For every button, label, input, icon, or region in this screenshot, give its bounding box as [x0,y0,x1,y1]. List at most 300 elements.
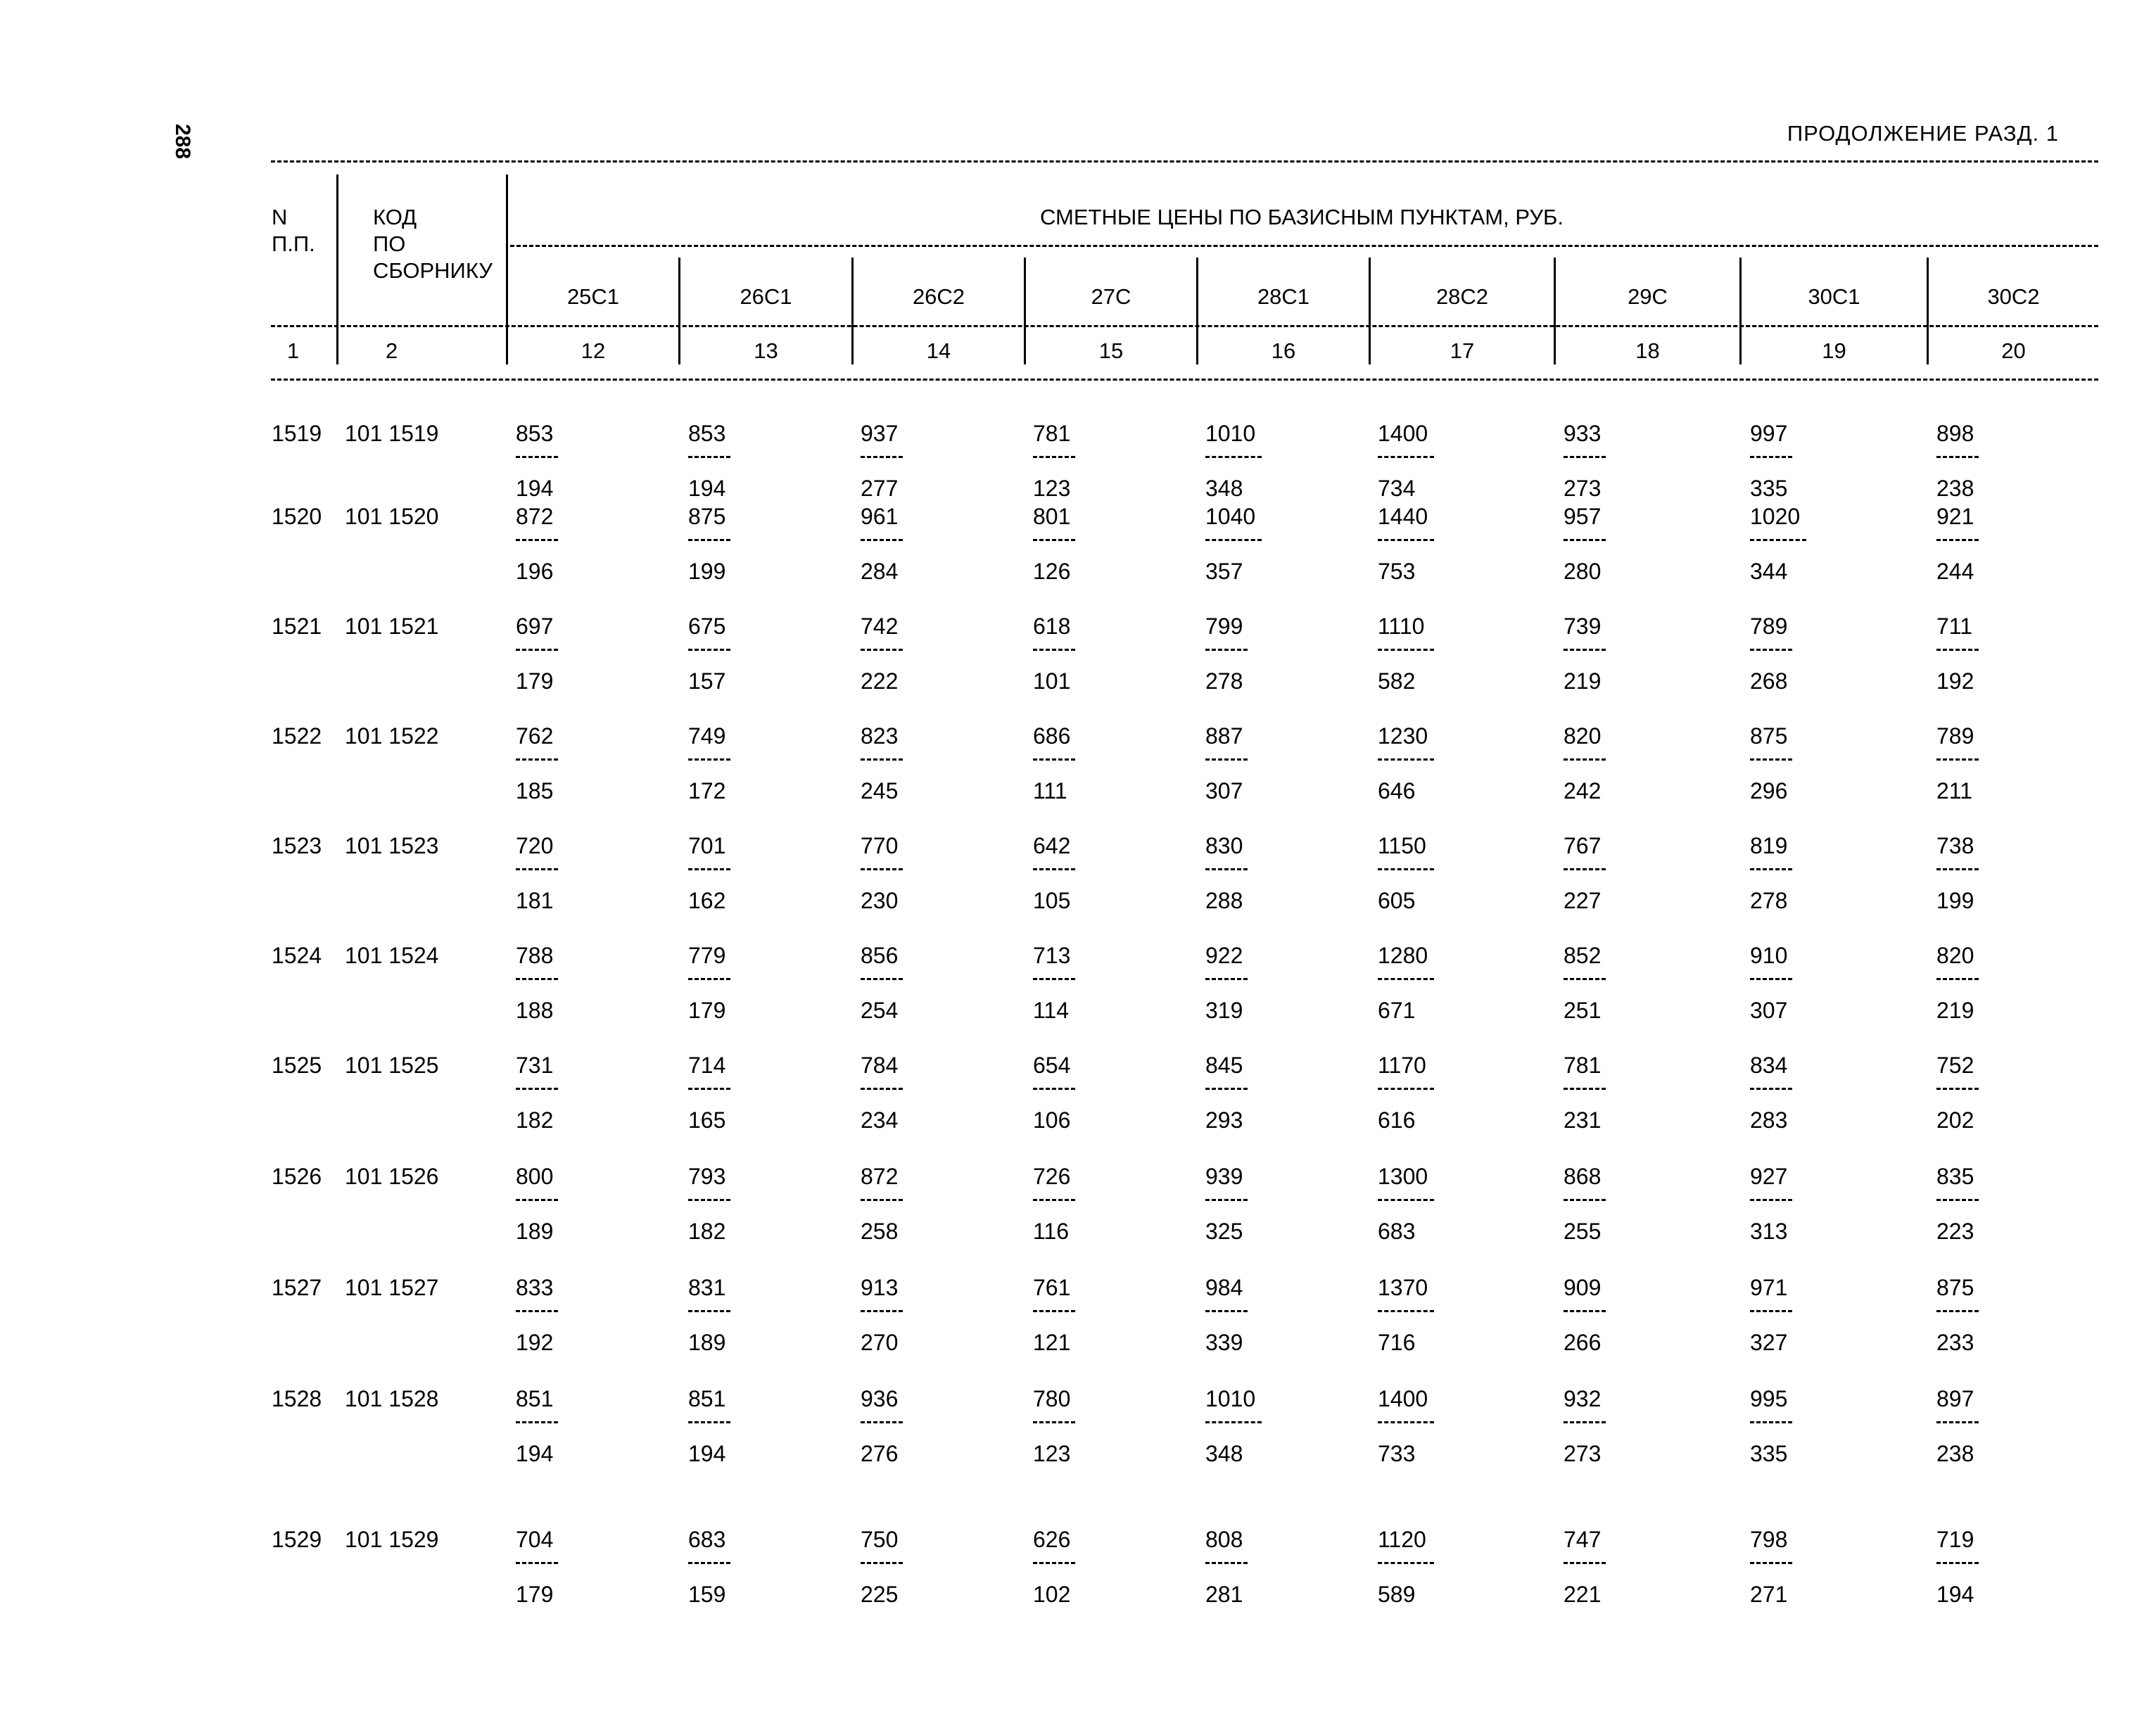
price-total: 704 [516,1527,554,1552]
price-total: 799 [1205,614,1243,639]
price-total: 851 [688,1386,726,1411]
price-total: 750 [861,1527,899,1552]
price-part: 357 [1205,559,1243,584]
fraction-rule [516,1088,558,1090]
price-total: 875 [688,504,726,529]
price-total: 845 [1205,1053,1243,1078]
price-part: 162 [688,888,726,913]
price-part: 172 [688,778,726,803]
price-part: 105 [1033,888,1071,913]
fraction-rule [1750,868,1792,870]
fraction-rule [1750,456,1792,458]
fraction-rule [1936,758,1979,761]
section-continuation: ПРОДОЛЖЕНИЕ РАЗД. 1 [1787,121,2059,146]
price-total: 742 [861,614,899,639]
price-part: 255 [1564,1219,1602,1244]
price-total: 1370 [1378,1275,1428,1300]
fraction-rule [1936,868,1979,870]
header-col-number: 20 [2001,338,2026,363]
fraction-rule [1205,649,1248,651]
price-total: 781 [1033,421,1071,446]
price-total: 1020 [1750,504,1801,529]
price-total: 683 [688,1527,726,1552]
header-group-title: СМЕТНЫЕ ЦЕНЫ ПО БАЗИСНЫМ ПУНКТАМ, РУБ. [1040,205,1564,229]
fraction-rule [688,978,730,980]
header-n-label: N [272,205,288,229]
fraction-rule [516,978,558,980]
header-col-number: 14 [926,338,951,363]
fraction-rule [516,539,558,541]
row-code: 101 1529 [345,1527,439,1552]
fraction-rule [1750,1088,1792,1090]
price-part: 111 [1033,778,1067,803]
fraction-rule [1564,1421,1606,1423]
price-total: 761 [1033,1275,1071,1300]
price-total: 820 [1936,943,1974,968]
price-part: 106 [1033,1107,1071,1133]
header-point: 25С1 [566,284,620,309]
price-total: 910 [1750,943,1788,968]
fraction-rule [1750,1421,1792,1423]
fraction-rule [688,1199,730,1201]
price-total: 1010 [1205,421,1256,446]
header-point: 28С2 [1435,284,1489,309]
price-part: 278 [1750,888,1788,913]
price-total: 872 [861,1164,899,1189]
price-total: 872 [516,504,554,529]
price-part: 196 [516,559,554,584]
price-part: 273 [1564,476,1602,501]
price-part: 194 [1936,1582,1974,1607]
price-total: 770 [861,833,899,858]
price-part: 616 [1378,1107,1416,1133]
price-part: 179 [516,1582,554,1607]
fraction-rule [1378,758,1434,761]
price-part: 293 [1205,1107,1243,1133]
fraction-rule [861,539,903,541]
price-part: 288 [1205,888,1243,913]
price-total: 762 [516,723,554,749]
price-part: 734 [1378,476,1416,501]
header-point: 29С [1628,284,1668,309]
fraction-rule [1936,539,1979,541]
price-total: 788 [516,943,554,968]
price-part: 319 [1205,998,1243,1023]
header-col-number: 1 [287,338,300,363]
fraction-rule [1936,1421,1979,1423]
price-part: 281 [1205,1582,1243,1607]
price-total: 833 [516,1275,554,1300]
fraction-rule [516,1562,558,1564]
header-top-rule [271,160,2098,163]
fraction-rule [1205,539,1262,541]
header-col-number: 2 [386,338,398,363]
price-part: 192 [1936,668,1974,694]
price-total: 936 [861,1386,899,1411]
price-total: 887 [1205,723,1243,749]
price-part: 284 [861,559,899,584]
fraction-rule [1564,539,1606,541]
row-code: 101 1525 [345,1053,439,1078]
price-part: 277 [861,476,899,501]
price-total: 731 [516,1053,554,1078]
fraction-rule [688,868,730,870]
header-col-number: 19 [1822,338,1846,363]
price-total: 686 [1033,723,1071,749]
fraction-rule [861,1562,903,1564]
price-total: 720 [516,833,554,858]
price-total: 800 [516,1164,554,1189]
price-total: 820 [1564,723,1602,749]
price-part: 159 [688,1582,726,1607]
price-part: 278 [1205,668,1243,694]
fraction-rule [1378,1421,1434,1423]
price-total: 939 [1205,1164,1243,1189]
fraction-rule [516,456,558,458]
price-total: 868 [1564,1164,1602,1189]
header-group-rule [510,245,2098,247]
header-point: 26С2 [912,284,965,309]
fraction-rule [1936,1310,1979,1312]
price-total: 701 [688,833,726,858]
fraction-rule [516,649,558,651]
price-total: 747 [1564,1527,1602,1552]
price-part: 266 [1564,1330,1602,1355]
price-part: 189 [688,1330,726,1355]
price-total: 898 [1936,421,1974,446]
price-part: 221 [1564,1582,1602,1607]
price-part: 227 [1564,888,1602,913]
fraction-rule [861,868,903,870]
price-part: 582 [1378,668,1416,694]
price-total: 1120 [1378,1527,1426,1552]
fraction-rule [1564,456,1606,458]
fraction-rule [1564,758,1606,761]
price-total: 767 [1564,833,1602,858]
price-part: 283 [1750,1107,1788,1133]
price-total: 642 [1033,833,1071,858]
price-part: 231 [1564,1107,1602,1133]
price-part: 339 [1205,1330,1243,1355]
price-part: 194 [688,476,726,501]
fraction-rule [1750,1199,1792,1201]
fraction-rule [1033,1562,1075,1564]
fraction-rule [1564,978,1606,980]
fraction-rule [1033,868,1075,870]
price-total: 913 [861,1275,899,1300]
fraction-rule [861,1088,903,1090]
price-total: 971 [1750,1275,1788,1300]
price-total: 1010 [1205,1386,1256,1411]
price-total: 726 [1033,1164,1071,1189]
row-number: 1529 [272,1527,322,1552]
fraction-rule [1205,1310,1248,1312]
price-part: 222 [861,668,899,694]
row-code: 101 1520 [345,504,439,529]
header-n-label: П.П. [272,231,315,256]
price-part: 683 [1378,1219,1416,1244]
price-part: 179 [688,998,726,1023]
fraction-rule [1378,1310,1434,1312]
fraction-rule [1378,539,1434,541]
fraction-rule [1033,1199,1075,1201]
fraction-rule [688,1088,730,1090]
fraction-rule [516,758,558,761]
price-part: 245 [861,778,899,803]
price-part: 199 [1936,888,1974,913]
price-total: 1150 [1378,833,1426,858]
price-total: 835 [1936,1164,1974,1189]
page-number: 288 [171,124,194,160]
price-part: 238 [1936,1441,1974,1466]
price-total: 875 [1750,723,1788,749]
price-part: 251 [1564,998,1602,1023]
fraction-rule [1936,1088,1979,1090]
price-part: 182 [516,1107,554,1133]
price-total: 1280 [1378,943,1428,968]
price-part: 223 [1936,1219,1974,1244]
price-part: 219 [1564,668,1602,694]
header-col-number: 12 [581,338,606,363]
fraction-rule [1564,1562,1606,1564]
price-total: 789 [1936,723,1974,749]
price-part: 335 [1750,1441,1788,1466]
row-number: 1528 [272,1386,322,1411]
fraction-rule [1378,1199,1434,1201]
price-part: 348 [1205,1441,1243,1466]
fraction-rule [861,978,903,980]
price-part: 335 [1750,476,1788,501]
fraction-rule [1033,456,1075,458]
price-total: 831 [688,1275,726,1300]
row-number: 1519 [272,421,322,446]
price-part: 116 [1033,1219,1070,1244]
fraction-rule [516,868,558,870]
price-part: 179 [516,668,554,694]
header-col-number: 16 [1271,338,1296,363]
row-code: 101 1519 [345,421,439,446]
price-total: 961 [861,504,899,529]
price-total: 675 [688,614,726,639]
price-part: 219 [1936,998,1974,1023]
price-total: 909 [1564,1275,1602,1300]
row-number: 1522 [272,723,322,749]
price-total: 1400 [1378,1386,1428,1411]
header-code-label: СБОРНИКУ [373,258,493,283]
price-part: 242 [1564,778,1602,803]
row-number: 1526 [272,1164,322,1189]
price-total: 779 [688,943,726,968]
price-total: 801 [1033,504,1071,529]
price-part: 182 [688,1219,726,1244]
price-total: 937 [861,421,899,446]
row-code: 101 1523 [345,833,439,858]
fraction-rule [688,1421,730,1423]
price-part: 296 [1750,778,1788,803]
fraction-rule [1564,1199,1606,1201]
fraction-rule [861,1421,903,1423]
row-code: 101 1522 [345,723,439,749]
fraction-rule [1564,649,1606,651]
header-code-label: КОД [373,205,417,229]
fraction-rule [1033,539,1075,541]
price-total: 808 [1205,1527,1243,1552]
fraction-rule [688,758,730,761]
price-total: 1110 [1378,614,1425,639]
price-total: 626 [1033,1527,1071,1552]
price-part: 225 [861,1582,899,1607]
price-total: 1170 [1378,1053,1426,1078]
price-part: 233 [1936,1330,1974,1355]
price-part: 307 [1750,998,1788,1023]
price-total: 875 [1936,1275,1974,1300]
price-total: 752 [1936,1053,1974,1078]
fraction-rule [1205,978,1248,980]
price-total: 819 [1750,833,1788,858]
header-point: 26С1 [740,284,792,309]
price-part: 716 [1378,1330,1416,1355]
col-separator [506,174,508,364]
price-part: 254 [861,998,899,1023]
row-number: 1524 [272,943,322,968]
price-total: 784 [861,1053,899,1078]
fraction-rule [861,1310,903,1312]
price-total: 852 [1564,943,1602,968]
price-part: 276 [861,1441,899,1466]
fraction-rule [516,1310,558,1312]
fraction-rule [1936,649,1979,651]
fraction-rule [1033,1310,1075,1312]
row-code: 101 1528 [345,1386,439,1411]
header-col-number: 13 [754,338,778,363]
fraction-rule [1750,758,1792,761]
price-part: 268 [1750,668,1788,694]
price-total: 793 [688,1164,726,1189]
price-total: 834 [1750,1053,1788,1078]
fraction-rule [861,758,903,761]
price-total: 856 [861,943,899,968]
fraction-rule [1936,456,1979,458]
fraction-rule [1750,649,1792,651]
price-total: 830 [1205,833,1243,858]
price-part: 327 [1750,1330,1788,1355]
price-part: 605 [1378,888,1416,913]
header-col-number: 15 [1098,338,1124,363]
fraction-rule [1205,868,1248,870]
price-part: 313 [1750,1219,1788,1244]
price-part: 194 [516,476,554,501]
price-total: 739 [1564,614,1602,639]
price-total: 932 [1564,1386,1602,1411]
fraction-rule [1564,1088,1606,1090]
fraction-rule [1033,978,1075,980]
col-separator [336,174,338,364]
price-part: 589 [1378,1582,1416,1607]
price-total: 933 [1564,421,1602,446]
price-part: 234 [861,1107,899,1133]
price-total: 714 [688,1053,726,1078]
price-part: 271 [1750,1582,1788,1607]
price-total: 798 [1750,1527,1788,1552]
fraction-rule [1378,649,1434,651]
fraction-rule [1205,1088,1248,1090]
price-part: 188 [516,998,554,1023]
price-total: 1400 [1378,421,1428,446]
fraction-rule [1936,978,1979,980]
price-part: 211 [1936,778,1973,803]
fraction-rule [1205,456,1262,458]
fraction-rule [1750,978,1792,980]
price-part: 270 [861,1330,899,1355]
price-part: 192 [516,1330,554,1355]
fraction-rule [688,1310,730,1312]
fraction-rule [1033,1421,1075,1423]
header-mid-rule [271,325,2098,327]
fraction-rule [1378,978,1434,980]
header-point: 30С2 [1987,284,2040,309]
fraction-rule [688,1562,730,1564]
price-part: 165 [688,1107,726,1133]
fraction-rule [516,1199,558,1201]
price-part: 181 [516,888,554,913]
header-col-number: 17 [1450,338,1475,363]
fraction-rule [1033,758,1075,761]
price-total: 853 [688,421,726,446]
price-part: 157 [688,668,726,694]
price-part: 121 [1033,1330,1071,1355]
price-part: 244 [1936,559,1974,584]
fraction-rule [1378,1088,1434,1090]
price-part: 114 [1033,998,1070,1023]
price-total: 851 [516,1386,554,1411]
price-part: 325 [1205,1219,1243,1244]
price-part: 101 [1033,668,1071,694]
price-part: 238 [1936,476,1974,501]
price-total: 738 [1936,833,1974,858]
price-part: 189 [516,1219,554,1244]
price-total: 781 [1564,1053,1602,1078]
price-part: 123 [1033,476,1071,501]
price-total: 922 [1205,943,1243,968]
price-part: 230 [861,888,899,913]
price-total: 719 [1936,1527,1974,1552]
price-total: 1040 [1205,504,1256,529]
fraction-rule [861,649,903,651]
price-part: 348 [1205,476,1243,501]
price-part: 185 [516,778,554,803]
price-total: 957 [1564,504,1602,529]
fraction-rule [861,1199,903,1201]
price-total: 789 [1750,614,1788,639]
price-total: 749 [688,723,726,749]
price-part: 202 [1936,1107,1974,1133]
price-part: 126 [1033,559,1071,584]
price-total: 1300 [1378,1164,1428,1189]
price-part: 102 [1033,1582,1071,1607]
price-total: 711 [1936,614,1973,639]
header-point: 28С1 [1257,284,1310,309]
price-part: 646 [1378,778,1416,803]
fraction-rule [1564,1310,1606,1312]
price-total: 823 [861,723,899,749]
price-total: 713 [1033,943,1071,968]
price-part: 753 [1378,559,1416,584]
price-part: 194 [688,1441,726,1466]
price-total: 997 [1750,421,1788,446]
row-number: 1520 [272,504,322,529]
fraction-rule [1378,456,1434,458]
fraction-rule [688,649,730,651]
